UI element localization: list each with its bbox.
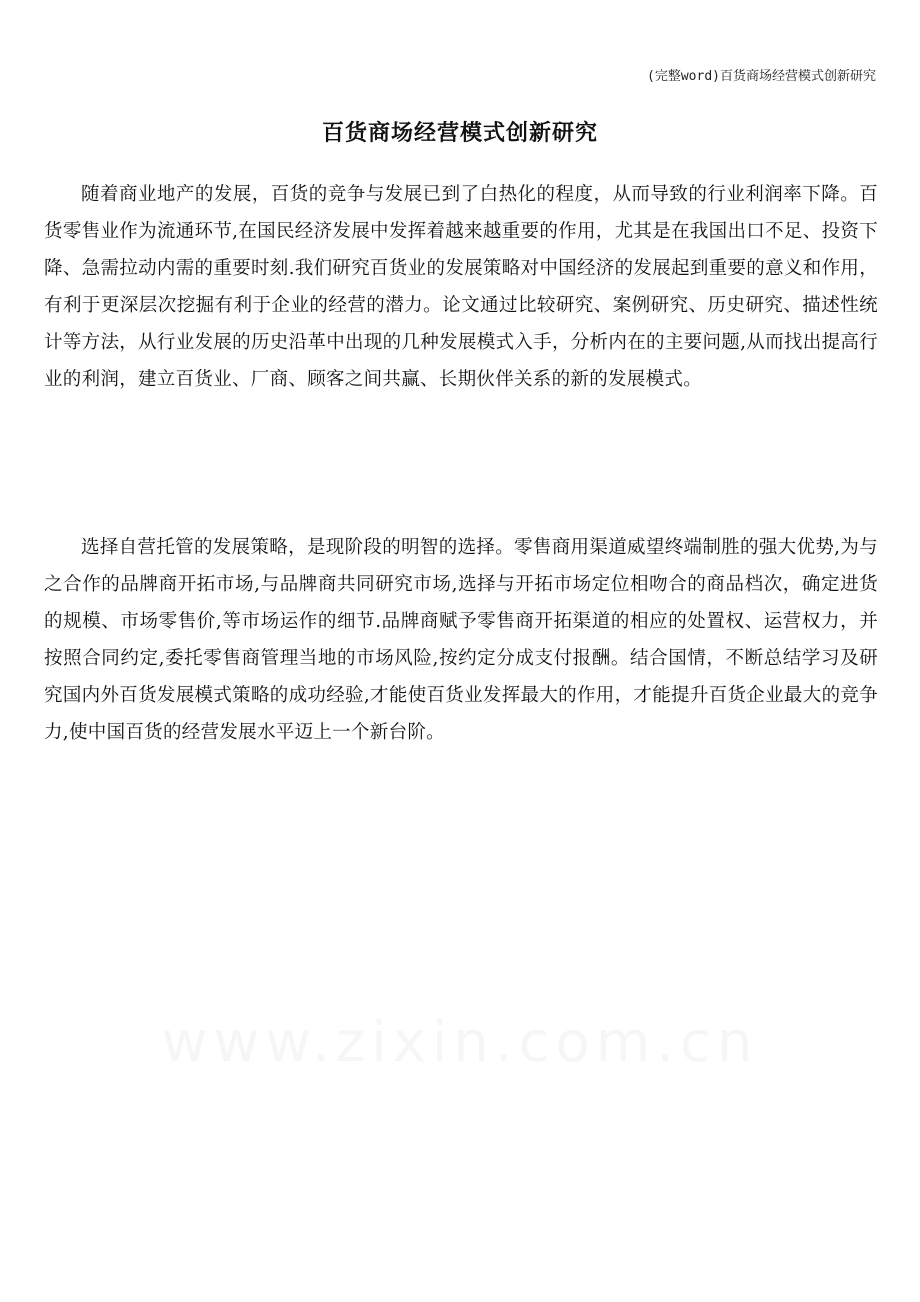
paragraph-1: 随着商业地产的发展，百货的竞争与发展已到了白热化的程度，从而导致的行业利润率下降。百货零售业作为流通环节,在国民经济发展中发挥着越来越重要的作用，尤其是在我国出口不足、投资下降、急需拉动内需的重要时刻.我们研究百货业的发展策略对中国经济的发展起到重要的意义和作用，有利于更深层次挖掘有利于企业的经营的潜力。论文通过比较研究、案例研究、历史研究、描述性统计等方法，从行业发展的历史沿革中出现的几种发展模式入手，分析内在的主要问题,从而找出提高行业的利润，建立百货业、厂商、顾客之间共赢、长期伙伴关系的新的发展模式。 <box>44 184 878 390</box>
watermark <box>0 1010 920 1075</box>
document-title: 百货商场经营模式创新研究 <box>321 121 598 146</box>
running-header: (完整word)百货商场经营模式创新研究 <box>647 69 876 84</box>
paragraph-2: 选择自营托管的发展策略，是现阶段的明智的选择。零售商用渠道威望终端制胜的强大优势,为与之合作的品牌商开拓市场,与品牌商共同研究市场,选择与开拓市场定位相吻合的商品档次，确定进货的规模、市场零售价,等市场运作的细节.品牌商赋予零售商开拓渠道的相应的处置权、运营权力，并按照合同约定,委托零售商管理当地的市场风险,按约定分成支付报酬。结合国情，不断总结学习及研究国内外百货发展模式策略的成功经验,才能使百货业发挥最大的作用，才能提升百货企业最大的竞争力,使中国百货的经营发展水平迈上一个新台阶。 <box>44 537 878 743</box>
